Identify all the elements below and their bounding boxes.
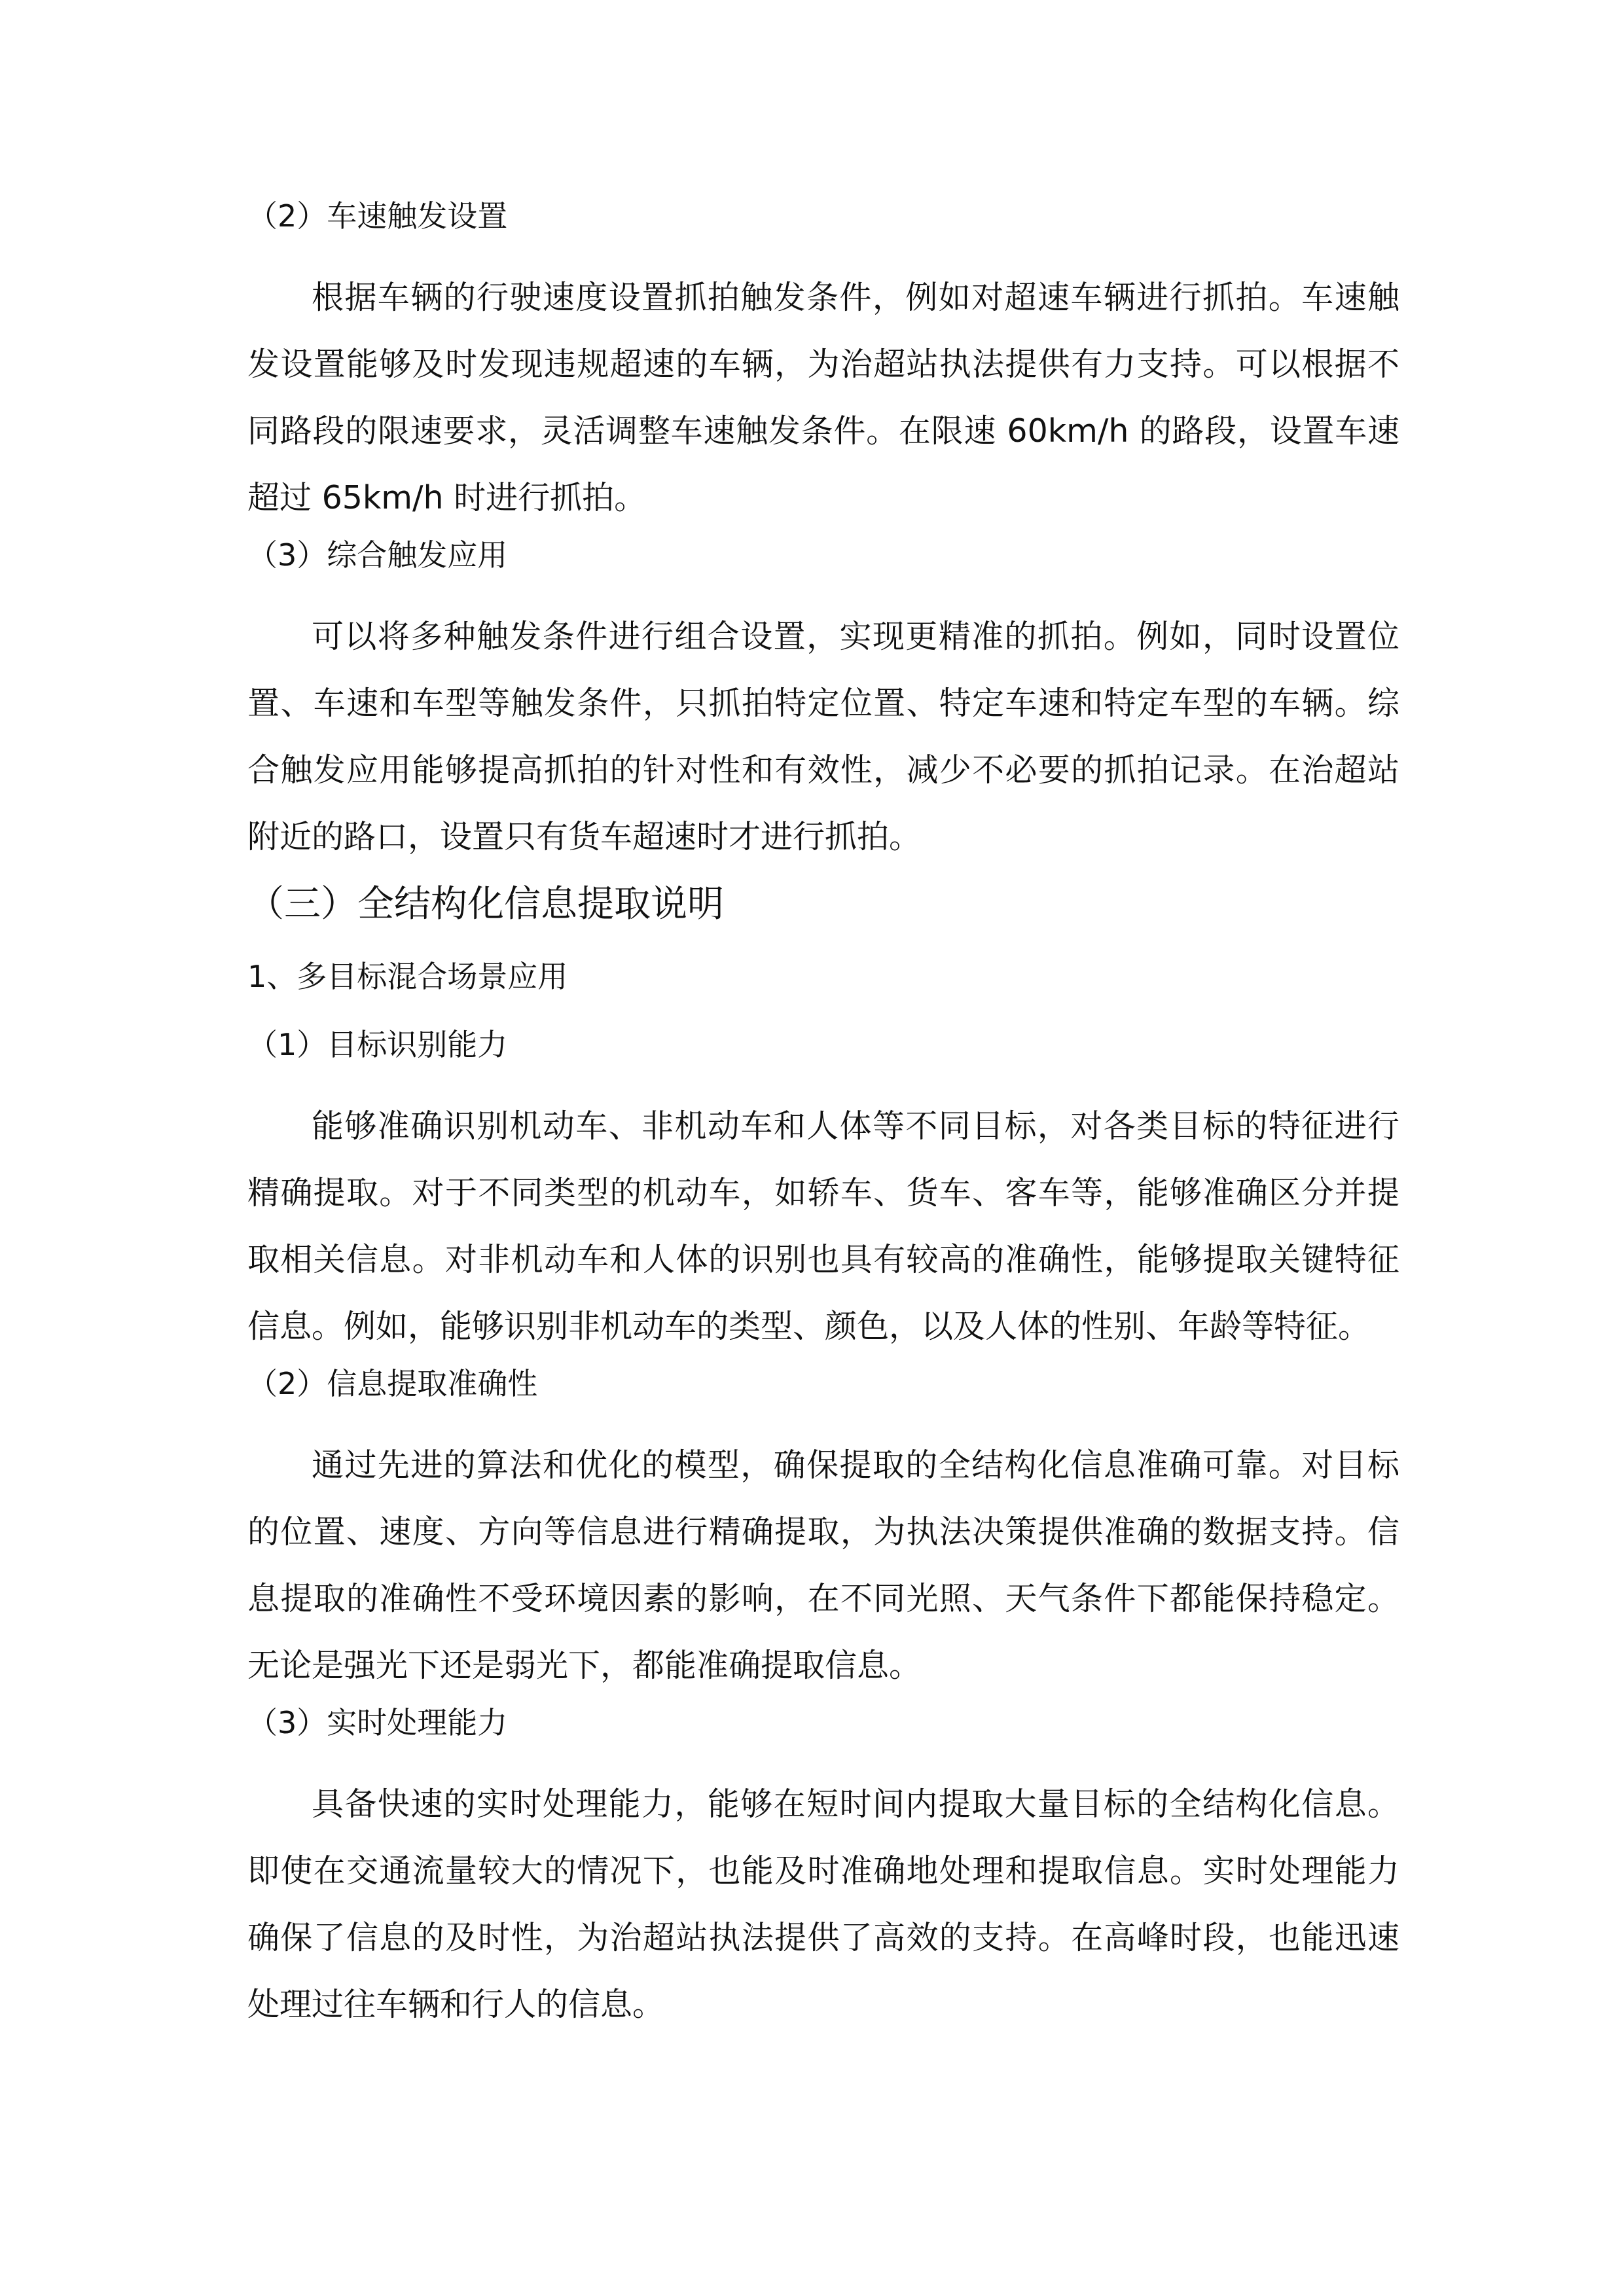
heading-target-recognition: （1）目标识别能力	[247, 1027, 508, 1062]
paragraph-speed-trigger: 根据车辆的行驶速度设置抓拍触发条件，例如对超速车辆进行抓拍。车速触发设置能够及时发现违规超速的车辆，为治超站执法提供有力支持。可以根据不同路段的限速要求，灵活调整车速触发条件。在限速 60km/h 的路段，设置车速超过 65km/h 时进行抓拍。	[247, 279, 1399, 516]
paragraph-target-recognition: 能够准确识别机动车、非机动车和人体等不同目标，对各类目标的特征进行精确提取。对于不同类型的机动车，如轿车、货车、客车等，能够准确区分并提取相关信息。对非机动车和人体的识别也具有较高的准确性，能够提取关键特征信息。例如，能够识别非机动车的类型、颜色，以及人体的性别、年龄等特征。	[247, 1107, 1399, 1345]
heading-extraction-accuracy: （2）信息提取准确性	[247, 1366, 538, 1401]
heading-speed-trigger: （2）车速触发设置	[247, 198, 508, 234]
section-title: （三）全结构化信息提取说明	[247, 883, 724, 925]
paragraph-extraction-accuracy: 通过先进的算法和优化的模型，确保提取的全结构化信息准确可靠。对目标的位置、速度、方向等信息进行精确提取，为执法决策提供准确的数据支持。信息提取的准确性不受环境因素的影响，在不同光照、天气条件下都能保持稳定。无论是强光下还是弱光下，都能准确提取信息。	[247, 1446, 1399, 1684]
heading-combined-trigger: （3）综合触发应用	[247, 537, 508, 573]
paragraph-realtime-processing: 具备快速的实时处理能力，能够在短时间内提取大量目标的全结构化信息。即使在交通流量较大的情况下，也能及时准确地处理和提取信息。实时处理能力确保了信息的及时性，为治超站执法提供了高效的支持。在高峰时段，也能迅速处理过往车辆和行人的信息。	[247, 1785, 1399, 2023]
heading-realtime-processing: （3）实时处理能力	[247, 1705, 508, 1740]
document-page	[247, 196, 1399, 2038]
paragraph-combined-trigger: 可以将多种触发条件进行组合设置，实现更精准的抓拍。例如，同时设置位置、车速和车型等触发条件，只抓拍特定位置、特定车速和特定车型的车辆。综合触发应用能够提高抓拍的针对性和有效性，减少不必要的抓拍记录。在治超站附近的路口，设置只有货车超速时才进行抓拍。	[247, 618, 1399, 855]
section-subtitle: 1、多目标混合场景应用	[247, 959, 568, 994]
